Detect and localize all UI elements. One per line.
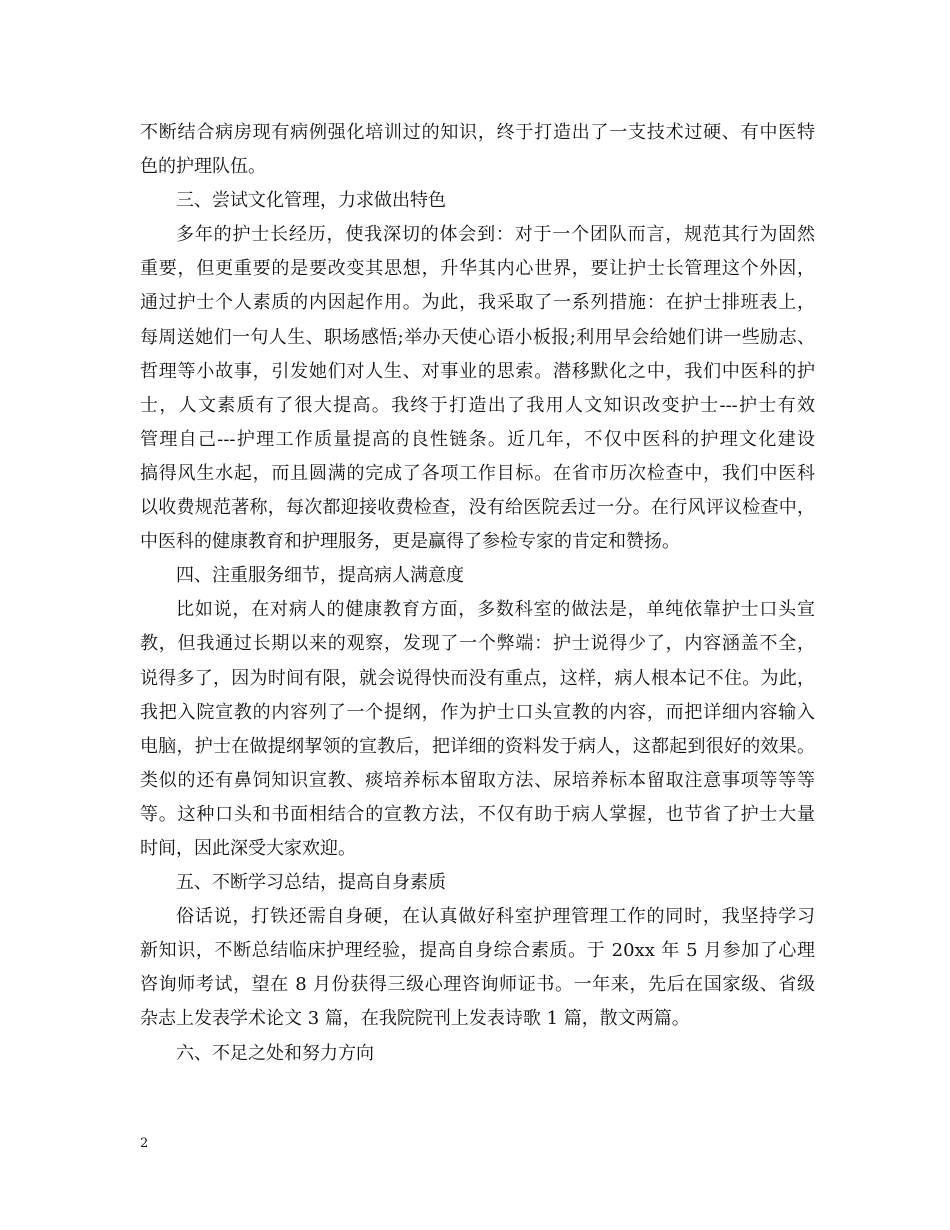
text-line: 新知识，不断总结临床护理经验，提高自身综合素质。于 20xx 年 5 月参加了心理 (140, 940, 815, 962)
document-body (140, 116, 815, 1071)
text-line: 六、不足之处和努力方向 (176, 1042, 374, 1064)
text-line: 电脑，护士在做提纲挈领的宣教后，把详细的资料发于病人，这都起到很好的效果。 (140, 735, 815, 757)
text-line: 色的护理队伍。 (140, 156, 266, 178)
text-line: 不断结合病房现有病例强化培训过的知识，终于打造出了一支技术过硬、有中医特 (140, 122, 815, 143)
text-line: 时间，因此深受大家欢迎。 (140, 837, 356, 859)
text-line: 俗话说，打铁还需自身硬，在认真做好科室护理管理工作的同时，我坚持学习 (176, 906, 815, 928)
text-line: 五、不断学习总结，提高自身素质 (176, 872, 446, 894)
text-line: 等。这种口头和书面相结合的宣教方法，不仅有助于病人掌握，也节省了护士大量 (140, 803, 815, 825)
text-line: 通过护士个人素质的内因起作用。为此，我采取了一系列措施：在护士排班表上， (140, 292, 815, 314)
text-line: 搞得风生水起，而且圆满的完成了各项工作目标。在省市历次检查中，我们中医科 (140, 462, 815, 484)
text-line: 咨询师考试，望在 8 月份获得三级心理咨询师证书。一年来，先后在国家级、省级 (140, 974, 815, 996)
text-line: 类似的还有鼻饲知识宣教、痰培养标本留取方法、尿培养标本留取注意事项等等等 (140, 769, 815, 791)
text-line: 哲理等小故事，引发她们对人生、对事业的思索。潜移默化之中，我们中医科的护 (140, 360, 815, 382)
text-line: 杂志上发表学术论文 3 篇，在我院院刊上发表诗歌 1 篇，散文两篇。 (140, 1008, 690, 1030)
text-line: 三、尝试文化管理，力求做出特色 (176, 190, 446, 212)
text-line: 多年的护士长经历，使我深切的体会到：对于一个团队而言，规范其行为固然 (176, 224, 815, 246)
page-number: 2 (140, 1136, 149, 1151)
text-line: 重要，但更重要的是要改变其思想，升华其内心世界，要让护士长管理这个外因， (140, 258, 815, 280)
text-line: 比如说，在对病人的健康教育方面，多数科室的做法是，单纯依靠护士口头宣 (176, 599, 815, 621)
text-line: 每周送她们一句人生、职场感悟;举办天使心语小板报;利用早会给她们讲一些励志、 (140, 326, 815, 348)
text-line: 以收费规范著称，每次都迎接收费检查，没有给医院丢过一分。在行风评议检查中， (140, 497, 815, 519)
text-line: 教，但我通过长期以来的观察，发现了一个弊端：护士说得少了，内容涵盖不全， (140, 633, 815, 655)
text-line: 我把入院宣教的内容列了一个提纲，作为护士口头宣教的内容，而把详细内容输入 (140, 701, 815, 723)
text-line: 四、注重服务细节，提高病人满意度 (176, 565, 464, 587)
text-line: 管理自己---护理工作质量提高的良性链条。近几年，不仅中医科的护理文化建设 (140, 428, 815, 450)
text-line: 中医科的健康教育和护理服务，更是赢得了参检专家的肯定和赞扬。 (140, 531, 680, 553)
text-line: 士，人文素质有了很大提高。我终于打造出了我用人文知识改变护士---护士有效 (140, 394, 815, 416)
text-line: 说得多了，因为时间有限，就会说得快而没有重点，这样，病人根本记不住。为此， (140, 667, 815, 689)
